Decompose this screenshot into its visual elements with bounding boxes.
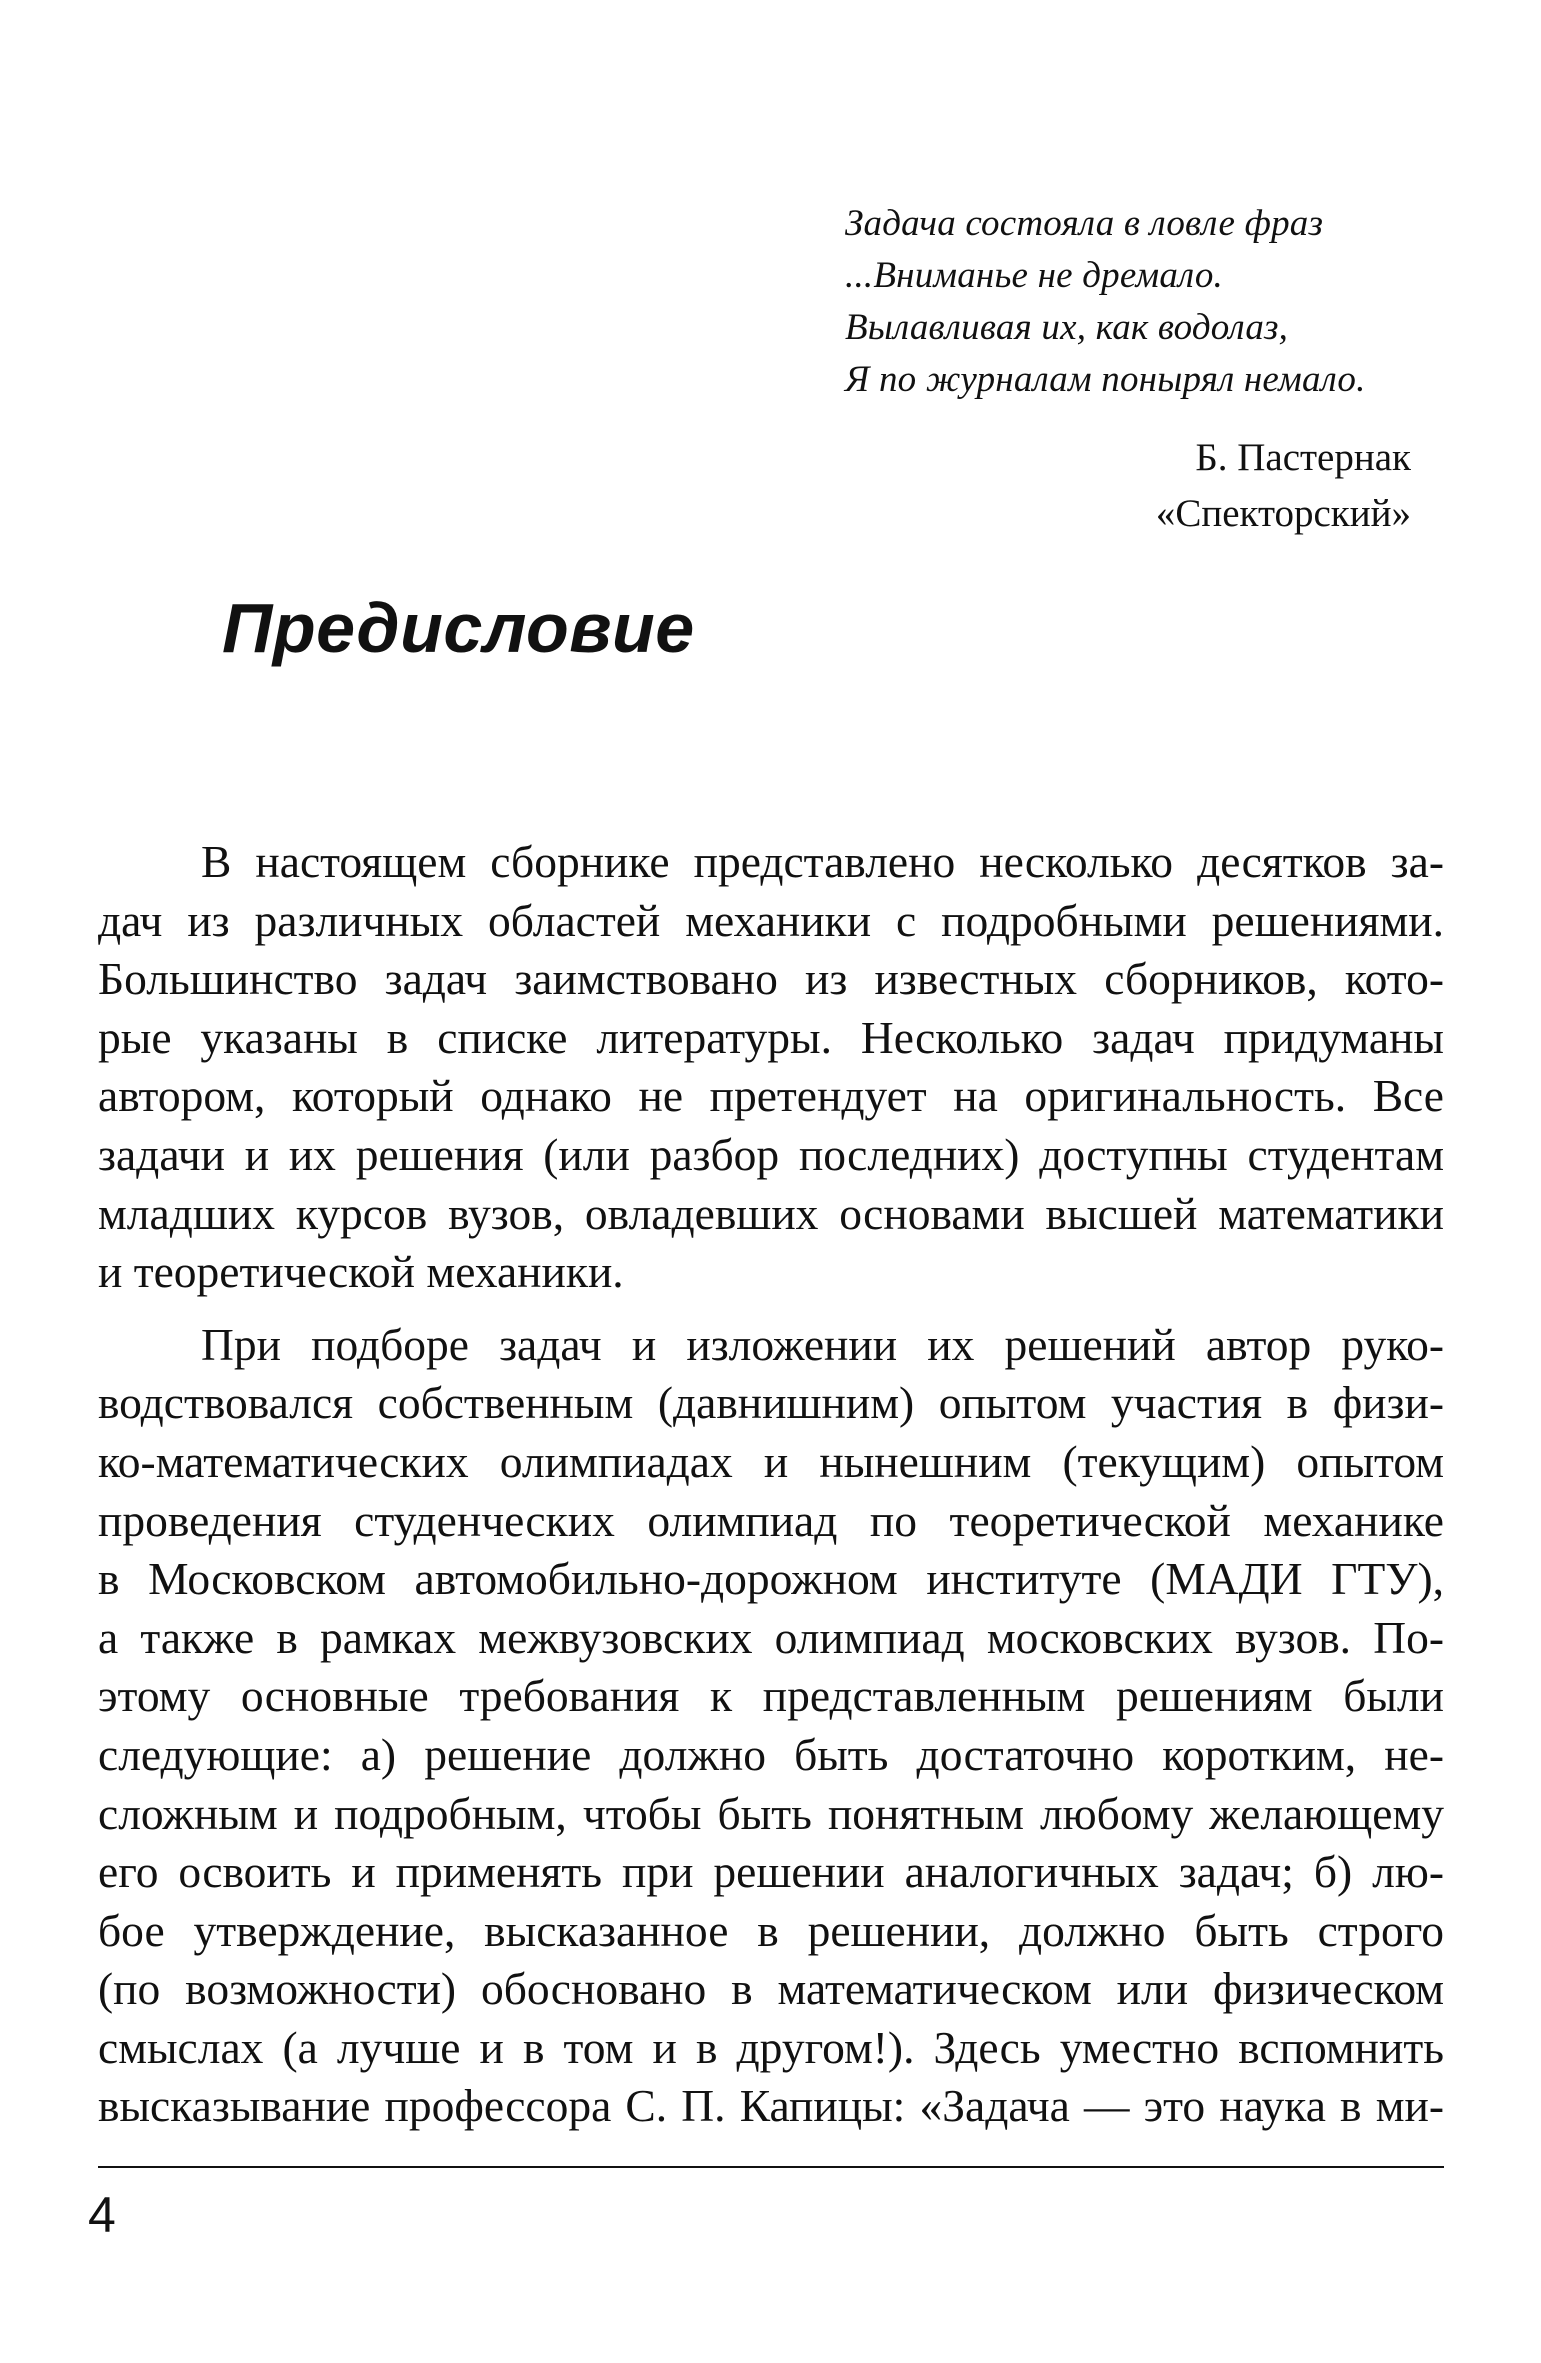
epigraph-line: ...Вниманье не дремало. xyxy=(845,255,1223,296)
text-line: сложным и подробным, чтобы быть понятным любому желающему xyxy=(98,1787,1444,1839)
text-line: (по возможности) обосновано в математическом или физическом xyxy=(98,1963,1444,2015)
paragraph xyxy=(98,1316,1444,2136)
text-line: следующие: а) решение должно быть достаточно коротким, не- xyxy=(98,1728,1444,1780)
epigraph-author: Б. Пастернак xyxy=(1195,436,1411,479)
text-line: При подборе задач и изложении их решений автор руко- xyxy=(201,1318,1444,1370)
text-line: рые указаны в списке литературы. Несколько задач придуманы xyxy=(98,1011,1444,1063)
text-line: дач из различных областей механики с подробными решениями. xyxy=(98,894,1444,946)
epigraph xyxy=(845,198,1445,406)
body-text xyxy=(98,833,1444,2136)
text-line: в Московском автомобильно-дорожном институте (МАДИ ГТУ), xyxy=(98,1553,1444,1605)
epigraph-line: Задача состояла в ловле фраз xyxy=(845,203,1324,244)
text-line: и теоретической механики. xyxy=(98,1246,624,1298)
chapter-title: Предисловие xyxy=(222,589,695,667)
text-line: ко-математических олимпиадах и нынешним (текущим) опытом xyxy=(98,1435,1444,1487)
text-line: проведения студенческих олимпиад по теоретической механике xyxy=(98,1494,1444,1546)
epigraph-attribution xyxy=(1156,430,1411,542)
epigraph-line: Вылавливая их, как водолаз, xyxy=(845,307,1289,348)
text-line: бое утверждение, высказанное в решении, должно быть строго xyxy=(98,1904,1444,1956)
epigraph-line: Я по журналам понырял немало. xyxy=(845,359,1366,400)
text-line: автором, который однако не претендует на оригинальность. Все xyxy=(98,1070,1444,1122)
text-line: младших курсов вузов, овладевших основами высшей математики xyxy=(98,1187,1444,1239)
text-line: водствовался собственным (давнишним) опытом участия в физи- xyxy=(98,1377,1444,1429)
text-line: В настоящем сборнике представлено несколько десятков за- xyxy=(201,836,1444,887)
text-line: высказывание профессора С. П. Капицы: «Задача — это наука в ми- xyxy=(98,2080,1444,2132)
text-line: Большинство задач заимствовано из известных сборников, кото- xyxy=(98,953,1444,1005)
page-number: 4 xyxy=(88,2187,116,2243)
text-line: смыслах (а лучше и в том и в другом!). Здесь уместно вспомнить xyxy=(98,2021,1444,2073)
text-line: этому основные требования к представленным решениям были xyxy=(98,1670,1444,1722)
text-line: его освоить и применять при решении аналогичных задач; б) лю- xyxy=(98,1846,1444,1898)
footer-divider xyxy=(98,2166,1444,2168)
epigraph-source: «Спекторский» xyxy=(1155,492,1411,535)
text-line: задачи и их решения (или разбор последних) доступны студентам xyxy=(98,1128,1444,1180)
paragraph xyxy=(98,833,1444,1302)
text-line: а также в рамках межвузовских олимпиад московских вузов. По- xyxy=(98,1611,1444,1663)
